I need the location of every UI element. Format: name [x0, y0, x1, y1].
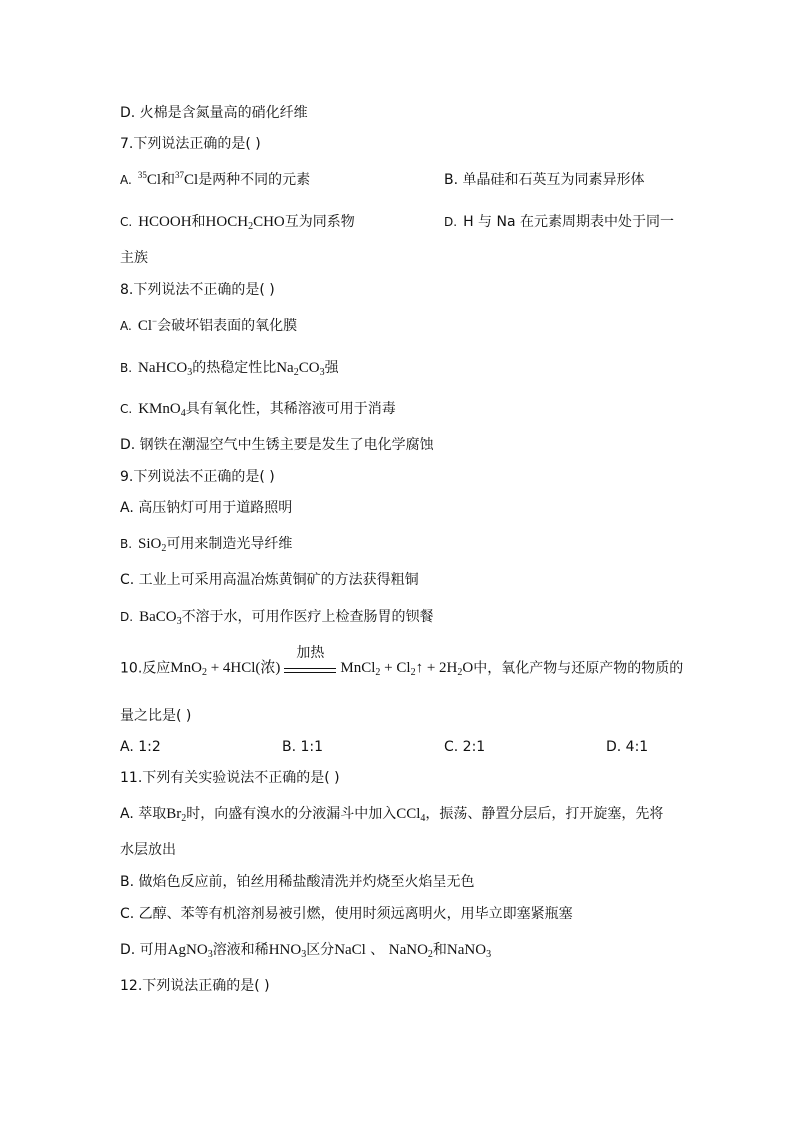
q7-option-a — [120, 171, 310, 189]
q9-stem-text: 9.下列说法不正确的是( ) — [120, 469, 275, 485]
q11-d-sep: 、 — [365, 942, 389, 958]
q11-d-formula4: NaNO$_2$ — [388, 942, 433, 960]
q12-stem — [120, 977, 270, 995]
q7-a-and: 和 — [161, 172, 175, 188]
q7-c-and: 和 — [191, 214, 206, 230]
q8-b-formula1: NaHCO$_3$ — [138, 360, 193, 378]
q11-d-and: 和 — [432, 942, 447, 958]
q7-option-c — [120, 213, 355, 231]
q10-stem-continued-text: 量之比是( ) — [120, 708, 192, 724]
q9-option-c-text: C. 工业上可采用高温冶炼黄铜矿的方法获得粗铜 — [120, 572, 419, 588]
q11-option-d — [120, 941, 491, 959]
q7-option-d-continued-text: 主族 — [120, 250, 148, 266]
q11-a-pre: A. 萃取 — [120, 806, 167, 822]
q11-stem — [120, 769, 340, 787]
q7-c-formula1: HCOOH — [138, 214, 192, 230]
q8-b-rest: 强 — [324, 360, 339, 376]
q11-a-formula1: $Br_2$ — [166, 806, 187, 824]
q9-stem — [120, 468, 275, 486]
q9-option-b — [120, 535, 292, 553]
gas-up-arrow-icon: ↑ — [415, 660, 424, 677]
q11-a-rest: ，振荡、静置分层后，打开旋塞，先将 — [425, 806, 664, 822]
q8-option-d — [120, 436, 434, 454]
q11-d-formula3: NaCl — [334, 942, 366, 958]
q11-option-a — [120, 805, 663, 823]
q11-d-pre: D. 可用 — [120, 942, 168, 958]
q11-a-mid: 时，向盛有溴水的分液漏斗中加入 — [186, 806, 397, 822]
q11-d-mid2: 区分 — [306, 942, 335, 958]
q8-option-c-label: C. — [120, 402, 133, 416]
q7-option-d-continued — [120, 249, 148, 267]
q10-option-c: C. 2:1 — [444, 739, 486, 755]
q9-d-rest: 不溶于水，可用作医疗上检查肠胃的钡餐 — [181, 609, 434, 625]
q9-option-a — [120, 499, 292, 517]
q10-option-a: A. 1:2 — [120, 739, 161, 755]
q7-c-formula2: $HOCH_2CHO$ — [205, 214, 285, 232]
q12-stem-text: 12.下列说法正确的是( ) — [120, 978, 270, 994]
q8-b-formula2: $Na_2CO_3$ — [276, 360, 325, 378]
q7-option-c-label: C. — [120, 215, 133, 229]
q11-option-a-continued-text: 水层放出 — [120, 842, 176, 858]
q7-a-rest: 是两种不同的元素 — [198, 172, 311, 188]
q10-stem — [120, 646, 684, 679]
q11-option-c-text: C. 乙醇、苯等有机溶剂易被引燃，使用时须远离明火，用毕立即塞紧瓶塞 — [120, 906, 573, 922]
q11-d-formula5: NaNO$_3$ — [446, 942, 492, 960]
q8-option-c — [120, 400, 396, 418]
q7-option-d-label: D. — [444, 215, 458, 229]
q7-option-b-text: B. 单晶硅和石英互为同素异形体 — [444, 172, 645, 188]
q8-option-d-text: D. 钢铁在潮湿空气中生锈主要是发生了电化学腐蚀 — [120, 437, 434, 453]
q11-d-formula2: $HNO_3$ — [268, 942, 307, 960]
reaction-equals-sign — [282, 646, 338, 679]
q11-option-b — [120, 873, 475, 891]
q8-stem-text: 8.下列说法不正确的是( ) — [120, 282, 275, 298]
q11-option-c — [120, 905, 573, 923]
q7-option-b — [444, 171, 645, 189]
q9-option-a-text: A. 高压钠灯可用于道路照明 — [120, 500, 293, 516]
q8-b-mid: 的热稳定性比 — [192, 360, 277, 376]
q9-option-c — [120, 571, 419, 589]
q6-option-d-text: D. 火棉是含氮量高的硝化纤维 — [120, 105, 308, 121]
q7-option-a-label: A. — [120, 173, 132, 187]
q8-stem — [120, 281, 275, 299]
q10-equation: MnO$_2$ + 4HCl(浓) 加热 MnCl$_2$ + $Cl_2↑ + 2H_2O$ — [170, 646, 474, 679]
q9-option-b-label: B. — [120, 537, 133, 551]
q8-option-a-label: A. — [120, 319, 132, 333]
q7-a-formula1: $^{35}$Cl — [137, 170, 161, 188]
q11-option-a-continued — [120, 841, 176, 859]
q11-d-formula1: AgNO$_3$ — [167, 942, 213, 960]
q10-option-d: D. 4:1 — [606, 739, 649, 755]
q9-option-d — [120, 608, 434, 626]
q7-stem — [120, 135, 261, 153]
q6-option-d — [120, 104, 308, 122]
q8-a-rest: 会破坏铝表面的氧化膜 — [157, 318, 298, 334]
q9-d-formula: BaCO$_3$ — [139, 609, 182, 627]
q11-a-formula2: CCl$_4$ — [396, 806, 426, 824]
q11-d-mid1: 溶液和稀 — [212, 942, 269, 958]
q10-prefix: 10.反应 — [120, 660, 171, 677]
q10-suffix: 中，氧化产物与还原产物的物质的 — [473, 660, 684, 677]
reaction-condition: 加热 — [296, 646, 325, 661]
q8-option-b-label: B. — [120, 361, 133, 375]
q7-option-d — [444, 213, 674, 231]
q8-option-a — [120, 317, 297, 335]
q11-stem-text: 11.下列有关实验说法不正确的是( ) — [120, 770, 340, 786]
q7-a-formula2: $^{37}$Cl — [175, 170, 199, 188]
q8-option-b — [120, 359, 339, 377]
q9-b-formula: SiO$_2$ — [138, 536, 167, 554]
q9-b-rest: 可用来制造光导纤维 — [166, 536, 293, 552]
q10-option-b: B. 1:1 — [282, 739, 324, 755]
q7-stem-text: 7.下列说法正确的是( ) — [120, 136, 261, 152]
q9-option-d-label: D. — [120, 610, 134, 624]
q8-c-rest: 具有氧化性，其稀溶液可用于消毒 — [185, 401, 396, 417]
q7-option-d-text: H 与 Na 在元素周期表中处于同一 — [463, 214, 674, 230]
q7-c-rest: 互为同系物 — [284, 214, 355, 230]
q8-c-formula: KMnO$_4$ — [138, 401, 186, 419]
q11-option-b-text: B. 做焰色反应前，铂丝用稀盐酸清洗并灼烧至火焰呈无色 — [120, 874, 475, 890]
q8-a-formula: Cl− — [137, 316, 158, 334]
q10-stem-continued — [120, 707, 191, 725]
